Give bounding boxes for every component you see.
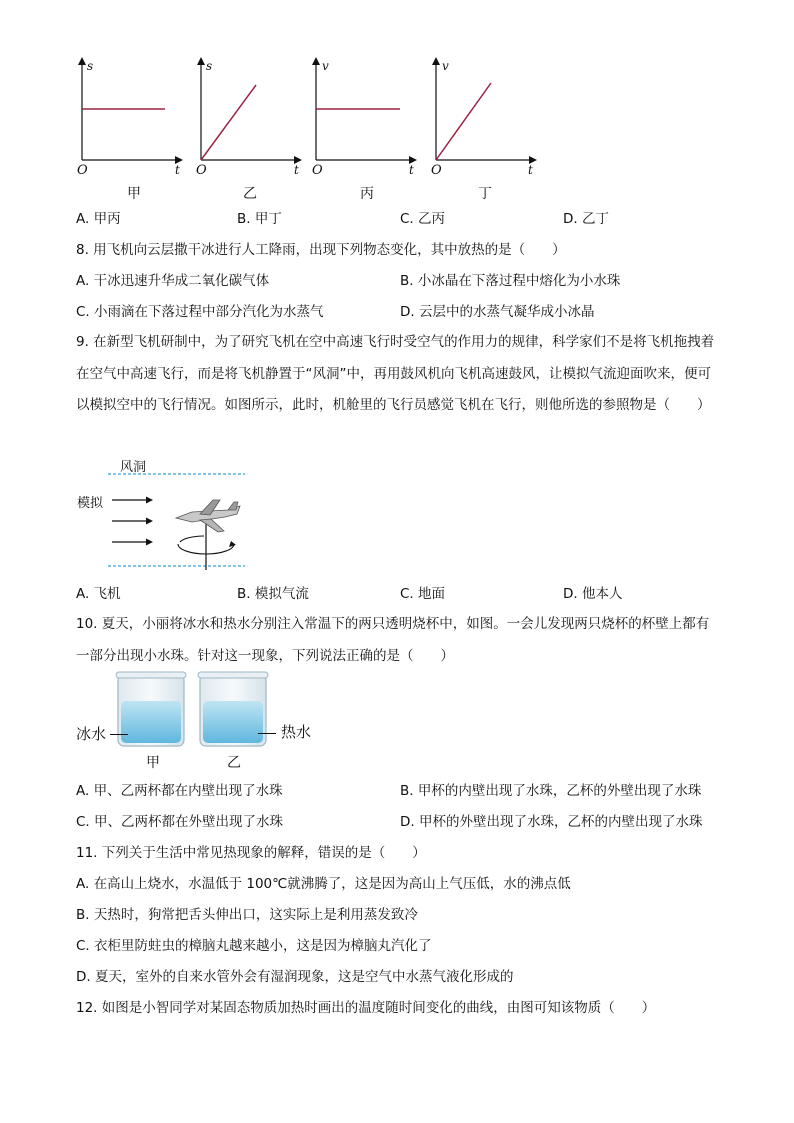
q9-option-d[interactable]: D. 他本人 [563,586,623,602]
graph-ding-y-label: v [442,59,449,73]
graph-jia-origin: O [77,163,88,178]
q7-option-a[interactable]: A. 甲丙 [76,211,121,227]
graph-ding-origin: O [431,163,442,178]
q8-option-c[interactable]: C. 小雨滴在下落过程中部分汽化为水蒸气 [76,304,324,320]
q10-option-c[interactable]: C. 甲、乙两杯都在外壁出现了水珠 [76,814,284,830]
graph-bing-y-label: v [322,59,329,73]
graph-yi-origin: O [196,163,207,178]
graph-bing-caption: 丙 [360,186,374,202]
hot-water-pointer [258,733,276,734]
graph-bing-origin: O [312,163,323,178]
graph-yi-x-label: t [294,163,299,177]
wind-tunnel-label: 风洞 [120,460,147,475]
q8-option-a[interactable]: A. 干冰迅速升华成二氧化碳气体 [76,273,270,289]
graph-ding-x-label: t [528,163,533,177]
wind-tunnel-drawing [100,470,260,580]
q7-option-c[interactable]: C. 乙丙 [400,211,446,227]
q8-option-b[interactable]: B. 小冰晶在下落过程中熔化为小水珠 [400,273,621,289]
graph-yi-caption: 乙 [243,186,257,202]
q10-option-b[interactable]: B. 甲杯的内壁出现了水珠，乙杯的外壁出现了水珠 [400,783,702,799]
q11-option-c[interactable]: C. 衣柜里防蛀虫的樟脑丸越来越小，这是因为樟脑丸汽化了 [76,938,432,954]
q11-stem: 11. 下列关于生活中常见热现象的解释，错误的是（ ） [76,845,426,861]
beaker-jia-caption: 甲 [146,755,160,771]
ice-water-label: 冰水 [76,725,107,743]
q7-option-b[interactable]: B. 甲丁 [237,211,282,227]
q9-stem: 9. 在新型飞机研制中，为了研究飞机在空中高速飞行时受空气的作用力的规律，科学家们不是将飞机拖拽着在空气中高速飞行，而是将飞机静置于“风洞”中，再用鼓风机向飞机高速鼓风，让模拟气流迎面吹来，便可以模拟空中的飞行情况。如图所示，此时，机舱里的飞行员感觉飞机在飞行，则他所选的参照物是（ ） [76,334,715,413]
graph-yi-y-label: s [206,59,213,73]
graph-ding-caption: 丁 [478,186,492,202]
graph-ding [424,55,539,180]
q9-option-b[interactable]: B. 模拟气流 [237,586,309,602]
q9-option-c[interactable]: C. 地面 [400,586,446,602]
beaker-yi-caption: 乙 [227,755,241,771]
graph-jia-caption: 甲 [127,186,141,202]
q12-stem: 12. 如图是小智同学对某固态物质加热时画出的温度随时间变化的曲线，由图可知该物质（ ） [76,1000,656,1016]
graph-bing [304,55,419,180]
q8-option-d[interactable]: D. 云层中的水蒸气凝华成小冰晶 [400,304,595,320]
q11-option-a[interactable]: A. 在高山上烧水，水温低于 100℃就沸腾了，这是因为高山上气压低，水的沸点低 [76,876,571,892]
airflow-label: 模拟 [77,496,104,511]
beakers-drawing [110,668,270,750]
q11-option-d[interactable]: D. 夏天，室外的自来水管外会有湿润现象，这是空气中水蒸气液化形成的 [76,969,514,985]
q9-option-a[interactable]: A. 飞机 [76,586,121,602]
q8-stem: 8. 用飞机向云层撒干冰进行人工降雨，出现下列物态变化，其中放热的是（ ） [76,242,566,258]
graph-jia-y-label: s [87,59,94,73]
q10-stem: 10. 夏天，小丽将冰水和热水分别注入常温下的两只透明烧杯中，如图。一会儿发现两只烧杯的杯壁上都有一部分出现小水珠。针对这一现象，下列说法正确的是（ ） [76,616,710,664]
ice-water-pointer [110,734,128,735]
hot-water-label: 热水 [281,723,312,741]
graph-yi [189,55,304,180]
q10-option-a[interactable]: A. 甲、乙两杯都在内壁出现了水珠 [76,783,283,799]
graph-jia [70,55,185,180]
q11-option-b[interactable]: B. 天热时，狗常把舌头伸出口，这实际上是利用蒸发致冷 [76,907,418,923]
graph-bing-x-label: t [409,163,414,177]
q7-option-d[interactable]: D. 乙丁 [563,211,609,227]
graph-jia-x-label: t [175,163,180,177]
q10-option-d[interactable]: D. 甲杯的外壁出现了水珠，乙杯的内壁出现了水珠 [400,814,703,830]
